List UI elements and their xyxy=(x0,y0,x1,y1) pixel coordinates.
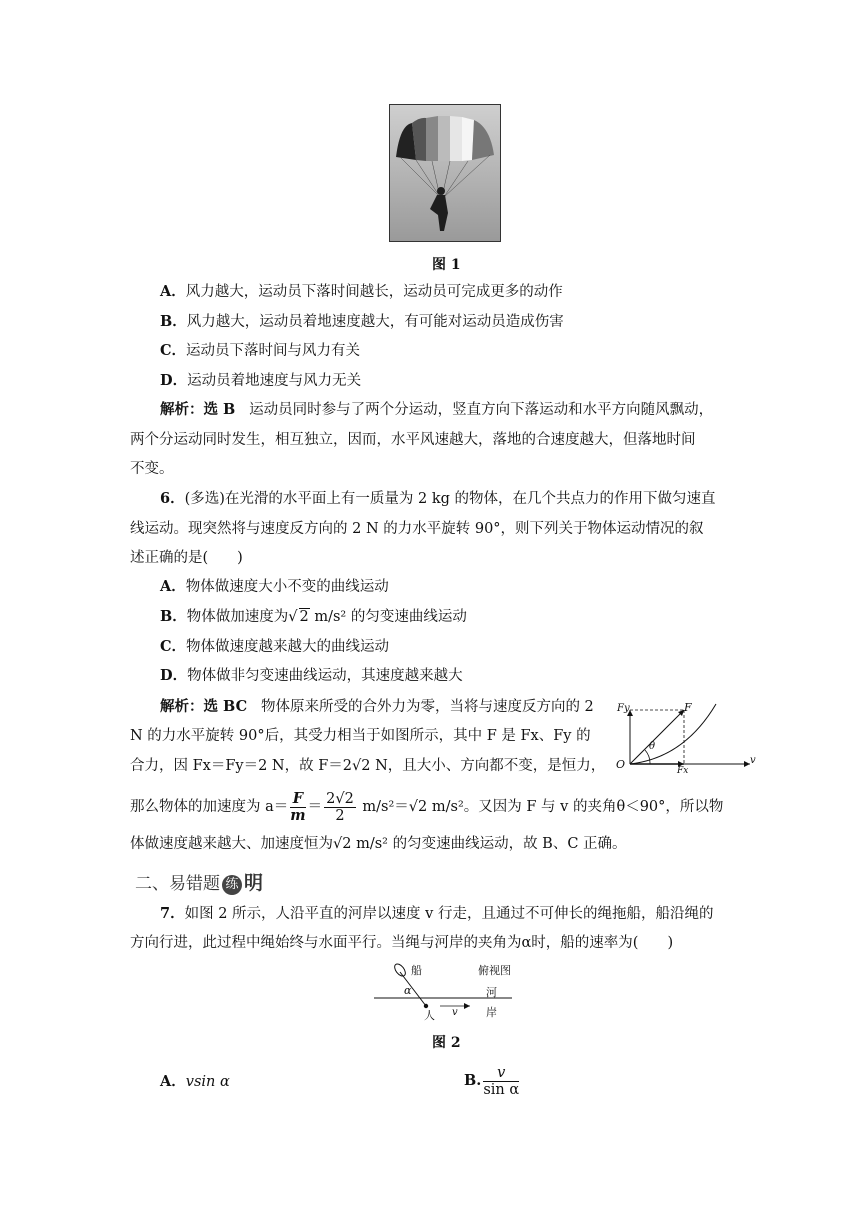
q6-analysis-line-5: 体做速度越来越大、加速度恒为√2 m/s² 的匀变速曲线运动，故 B、C 正确。 xyxy=(130,836,627,852)
q6-analysis-line-3: 合力，因 Fx＝Fy＝2 N，故 F＝2√2 N，且大小、方向都不变，是恒力， xyxy=(130,758,606,774)
parachute-photo xyxy=(389,104,501,242)
q5-option-a: A．风力越大，运动员下落时间越长，运动员可完成更多的动作 xyxy=(160,283,563,300)
f-label: F xyxy=(684,701,692,714)
person-label: 人 xyxy=(424,1009,435,1022)
q5-analysis-line-2: 两个分运动同时发生，相互独立，因而，水平风速越大，落地的合速度越大，但落地时间 xyxy=(130,432,696,448)
q5-option-b: B．风力越大，运动员着地速度越大，有可能对运动员造成伤害 xyxy=(160,313,564,330)
q7-stem-line-1: 7．如图 2 所示，人沿平直的河岸以速度 v 行走，且通过不可伸长的绳拖船，船沿绳的 xyxy=(160,905,714,922)
fraction-2root2-over-2: $\frac{2√2}{2}$ xyxy=(326,790,354,824)
practice-badge-icon: 练 xyxy=(222,875,242,895)
q6-analysis-line-4: 那么物体的加速度为 a＝ $\frac{F}{m}$ ＝ $\frac{2√2}{2}$ m/s²＝√2 m/s²。又因为 F 与 v 的夹角θ＜90°，所以物 xyxy=(130,789,724,824)
v-axis-label: v xyxy=(750,755,756,766)
alpha-label: α xyxy=(404,984,412,997)
q6-stem-line-3: 述正确的是( ) xyxy=(130,550,243,566)
v-velocity-label: v xyxy=(452,1007,458,1018)
boat-label: 船 xyxy=(411,964,422,977)
figure-1-caption: 图 1 xyxy=(432,257,461,273)
q5-option-d: D．运动员着地速度与风力无关 xyxy=(160,372,362,389)
q6-stem-line-1: 6．(多选)在光滑的水平面上有一质量为 2 kg 的物体，在几个共点力的作用下做匀速直 xyxy=(160,490,716,507)
river-label: 河 xyxy=(486,986,497,999)
q7-stem-line-2: 方向行进，此过程中绳始终与水面平行。当绳与河岸的夹角为α时，船的速率为( ) xyxy=(130,935,674,951)
q6-option-a: A．物体做速度大小不变的曲线运动 xyxy=(160,578,389,595)
q6-stem-line-2: 线运动。现突然将与速度反方向的 2 N 的力水平旋转 90°，则下列关于物体运动情况的叙 xyxy=(130,521,704,537)
figure-2-caption: 图 2 xyxy=(432,1035,461,1051)
q6-option-d: D．物体做非匀变速曲线运动，其速度越来越大 xyxy=(160,667,463,684)
q5-analysis-line-1: 解析：选 B 运动员同时参与了两个分运动，竖直方向下落运动和水平方向随风飘动， xyxy=(160,401,714,418)
q7-option-a: A．vsin α xyxy=(160,1073,230,1090)
theta-label: θ xyxy=(649,741,656,752)
q6-option-b: B．物体做加速度为√ 2 m/s² 的匀变速曲线运动 xyxy=(160,608,467,625)
q5-option-c: C．运动员下落时间与风力有关 xyxy=(160,342,361,359)
q6-analysis-line-1: 解析：选 BC 物体原来所受的合外力为零，当将与速度反方向的 2 xyxy=(160,698,594,715)
q5-analysis-line-3: 不变。 xyxy=(130,461,174,477)
river-diagram xyxy=(374,960,514,1022)
q6-option-c: C．物体做速度越来越大的曲线运动 xyxy=(160,638,390,655)
section-header-easy-mistakes: 二、易错题 练 明 xyxy=(135,872,264,894)
force-diagram xyxy=(614,700,760,780)
q7-option-b: B. $\frac{v}{\text{sin α}}$ xyxy=(464,1064,520,1098)
q6-analysis-line-2: N 的力水平旋转 90°后，其受力相当于如图所示，其中 F 是 Fx、Fy 的 xyxy=(130,728,591,744)
bank-label: 岸 xyxy=(486,1006,497,1019)
fx-label: Fx xyxy=(677,766,689,776)
fy-label: Fy xyxy=(617,703,630,714)
origin-label: O xyxy=(616,758,626,771)
top-view-label: 俯视图 xyxy=(478,964,511,977)
fraction-f-over-m: $\frac{F}{m}$ xyxy=(290,789,306,824)
